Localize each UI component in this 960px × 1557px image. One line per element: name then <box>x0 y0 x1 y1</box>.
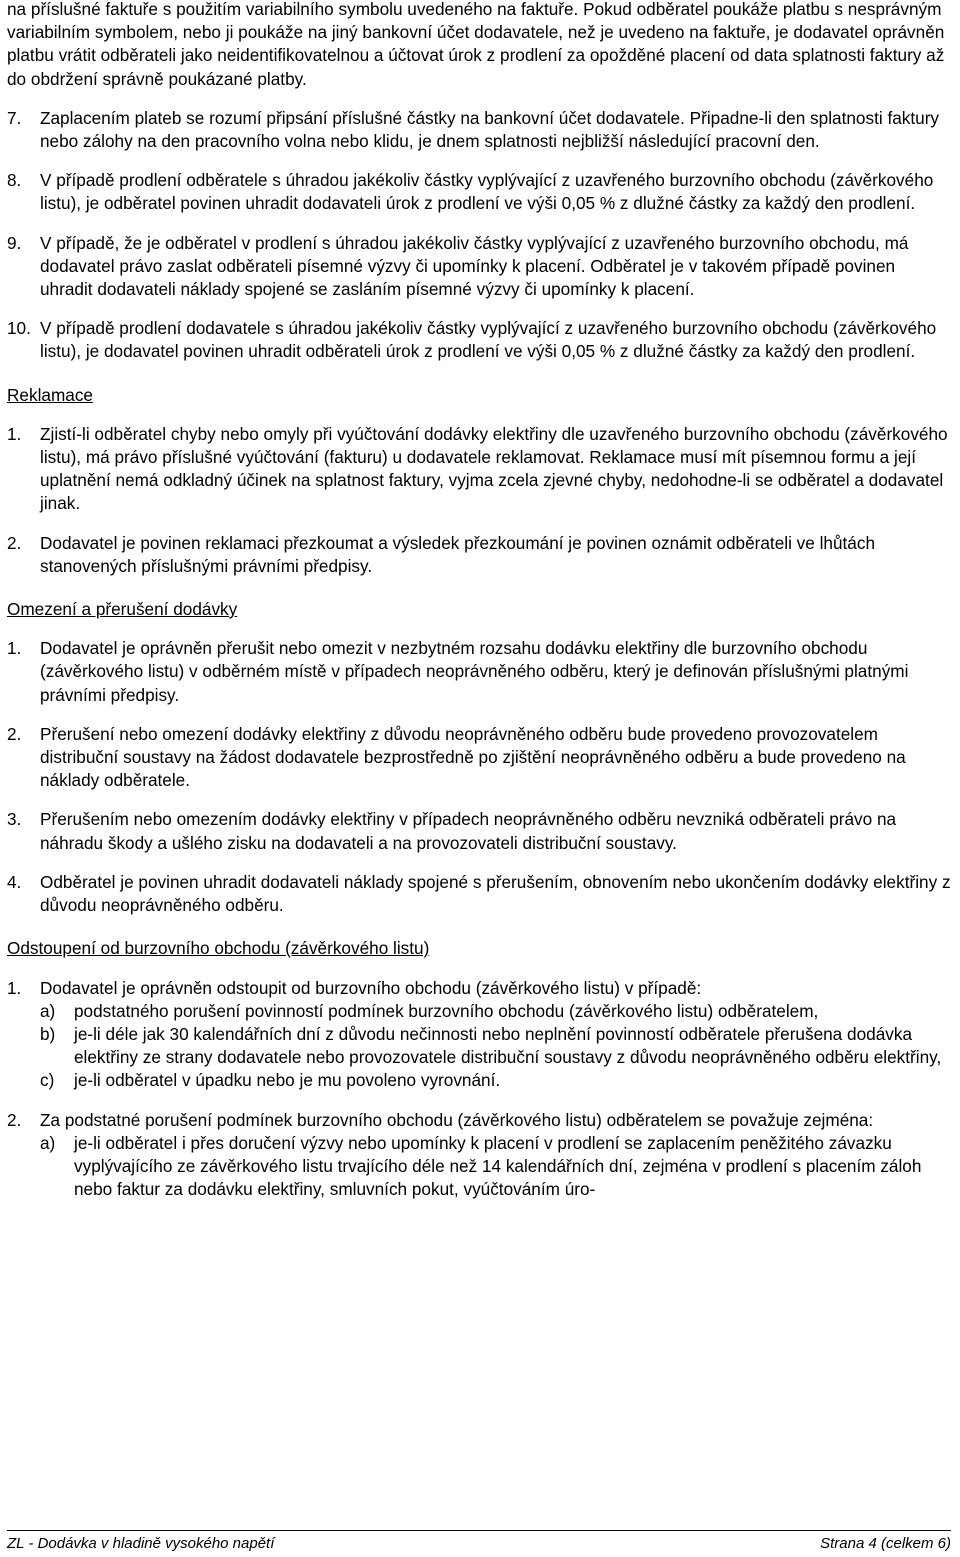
list-item <box>7 977 951 1093</box>
item-text: V případě, že je odběratel v prodlení s úhradou jakékoliv částky vyplývající z uzavřeného burzovního obchodu, má dodavatel právo zaslat odběrateli písemné výzvy či upomínky k placení. Odběratel je v takovém případě povinen uhradit dodavateli náklady spojené se zasláním písemné výzvy či upomínky k placení. <box>40 232 909 300</box>
list-item <box>7 808 951 854</box>
list-item <box>7 169 951 215</box>
list-item <box>7 637 951 707</box>
sub-item-text: je-li odběratel v úpadku nebo je mu povoleno vyrovnání. <box>74 1070 501 1091</box>
item-text: Zaplacením plateb se rozumí připsání příslušné částky na bankovní účet dodavatele. Připadne-li den splatnosti faktury nebo zálohy na den pracovního volna nebo klidu, je dnem splatnosti nejbližší následující pracovní den. <box>40 107 940 152</box>
item-number: 9. <box>7 232 22 253</box>
item-number: 1. <box>7 423 22 444</box>
page-footer <box>7 1535 951 1552</box>
section-heading-odstoupeni: Odstoupení od burzovního obchodu (závěrkového listu) <box>7 938 430 959</box>
item-text: Zjistí-li odběratel chyby nebo omyly při vyúčtování dodávky elektřiny dle uzavřeného burzovního obchodu (závěrkového listu), má právo příslušné vyúčtování (fakturu) u dodavatele reklamovat. Reklamace musí mít písemnou formu a její uplatnění nemá odkladný účinek na splatnost faktury, vyjma zcela zjevné chyby, nedohodne-li se odběratel a dodavatel jinak. <box>40 423 948 514</box>
sub-item <box>40 1000 951 1023</box>
sub-item-letter: a) <box>40 1132 56 1153</box>
footer-document-title: ZL - Dodávka v hladině vysokého napětí <box>7 1535 275 1552</box>
footer-divider <box>7 1530 951 1531</box>
sub-item-text: je-li déle jak 30 kalendářních dní z důvodu nečinnosti nebo neplnění povinností odběratele přerušena dodávka elektřiny ze strany dodavatele nebo provozovatele distribuční soustavy z důvodu neoprávněného odběru elektřiny, <box>74 1023 942 1068</box>
sub-item <box>40 1069 951 1092</box>
intro-paragraph: na příslušné faktuře s použitím variabilního symbolu uvedeného na faktuře. Pokud odběratel poukáže platbu s nesprávným variabilním symbolem, nebo ji poukáže na jiný bankovní účet dodavatele, než je uvedeno na faktuře, je dodavatel oprávněn platbu vrátit odběrateli jako neidentifikovatelnou a účtovat úrok z prodlení za opožděné placení od data splatnosti faktury až do obdržení správně poukázané platby. <box>7 0 945 89</box>
sub-item <box>40 1132 951 1202</box>
list-item <box>7 532 951 578</box>
item-text: Dodavatel je povinen reklamaci přezkoumat a výsledek přezkoumání je povinen oznámit odběrateli ve lhůtách stanovených příslušnými právními předpisy. <box>40 532 876 576</box>
item-text: Za podstatné porušení podmínek burzovního obchodu (závěrkového listu) odběratelem se považuje zejména: <box>40 1109 874 1130</box>
item-number: 2. <box>7 723 22 744</box>
sub-item-letter: c) <box>40 1070 55 1091</box>
item-body <box>40 1109 951 1202</box>
sub-item-text: podstatného porušení povinností podmínek burzovního obchodu (závěrkového listu) odběratelem, <box>74 1000 819 1021</box>
section-heading-omezeni: Omezení a přerušení dodávky <box>7 599 238 620</box>
item-number: 1. <box>7 977 22 998</box>
item-number: 8. <box>7 170 22 191</box>
item-number: 10. <box>7 318 31 339</box>
sub-item <box>40 1023 951 1069</box>
item-number: 2. <box>7 1109 22 1130</box>
item-text: Přerušením nebo omezením dodávky elektřiny v případech neoprávněného odběru nevzniká odběrateli právo na náhradu škody a ušlého zisku na dodavateli a na provozovateli distribuční soustavy. <box>40 809 897 853</box>
item-number: 1. <box>7 638 22 659</box>
item-text: Dodavatel je oprávněn přerušit nebo omezit v nezbytném rozsahu dodávku elektřiny dle burzovního obchodu (závěrkového listu) v odběrném místě v případech neoprávněného odběru, který je definován příslušnými platnými právními předpisy. <box>40 638 909 705</box>
document-page <box>7 0 951 1201</box>
item-number: 4. <box>7 871 22 892</box>
item-text: V případě prodlení odběratele s úhradou jakékoliv částky vyplývající z uzavřeného burzovního obchodu (závěrkového listu), je odběratel povinen uhradit dodavateli úrok z prodlení ve výši 0,05 % z dlužné částky za každý den prodlení. <box>40 170 934 214</box>
item-number: 7. <box>7 107 22 128</box>
item-body <box>40 977 951 1093</box>
item-text: Odběratel je povinen uhradit dodavateli náklady spojené s přerušením, obnovením nebo ukončením dodávky elektřiny z důvodu neoprávněného odběru. <box>40 871 951 916</box>
list-item <box>7 1109 951 1202</box>
list-item <box>7 423 951 516</box>
list-item <box>7 232 951 302</box>
list-item <box>7 723 951 793</box>
item-text: Dodavatel je oprávněn odstoupit od burzovního obchodu (závěrkového listu) v případě: <box>40 977 702 998</box>
list-item <box>7 107 951 153</box>
item-text: Přerušení nebo omezení dodávky elektřiny z důvodu neoprávněného odběru bude provedeno provozovatelem distribuční soustavy na žádost dodavatele bezprostředně po zjištění neoprávněného odběru a bude provedeno na náklady odběratele. <box>40 723 906 791</box>
section-heading-reklamace: Reklamace <box>7 384 93 405</box>
footer-page-number: Strana 4 (celkem 6) <box>820 1535 951 1552</box>
item-number: 2. <box>7 532 22 553</box>
sub-item-text: je-li odběratel i přes doručení výzvy nebo upomínky k placení v prodlení se zaplacením peněžitého závazku vyplývajícího ze závěrkového listu trvajícího déle než 14 kalendářních dní, zejména v prodlení s placením záloh nebo faktur za dodávku elektřiny, smluvních pokut, vyúčtováním úro- <box>74 1132 922 1200</box>
item-text: V případě prodlení dodavatele s úhradou jakékoliv částky vyplývající z uzavřeného burzovního obchodu (závěrkového listu), je dodavatel povinen uhradit odběrateli úrok z prodlení ve výši 0,05 % z dlužné částky za každý den prodlení. <box>40 318 937 362</box>
item-number: 3. <box>7 809 22 830</box>
sub-item-letter: b) <box>40 1023 56 1044</box>
sub-item-letter: a) <box>40 1000 56 1021</box>
list-item <box>7 871 951 917</box>
list-item <box>7 317 951 363</box>
